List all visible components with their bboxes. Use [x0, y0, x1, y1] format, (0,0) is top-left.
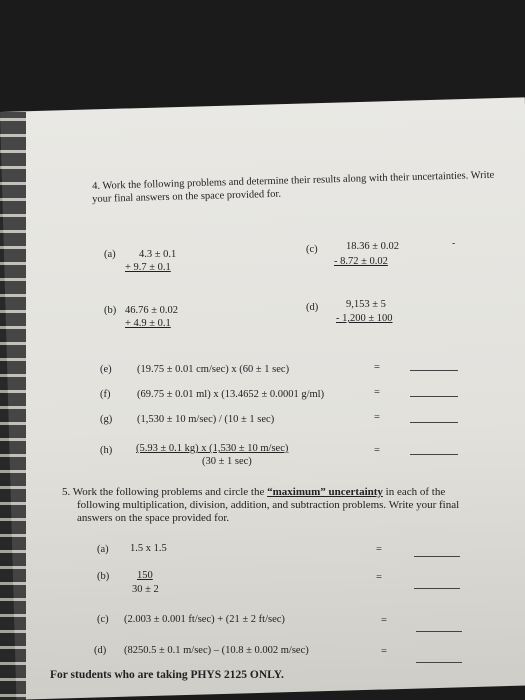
- problem5-intro-line3: answers on the space provided for.: [77, 512, 230, 524]
- problem4e-expression: (19.75 ± 0.01 cm/sec) x (60 ± 1 sec): [137, 364, 290, 375]
- problem4g-label: (g): [100, 414, 113, 425]
- problem5-intro-prefix: 5. Work the following problems and circle the: [62, 486, 268, 498]
- stray-mark: -: [452, 238, 456, 249]
- problem4a-bottom: + 9.7 ± 0.1: [125, 262, 171, 273]
- problem5b-numerator: 150: [137, 570, 153, 581]
- problem5b-equals: =: [376, 572, 382, 583]
- footer-note: For students who are taking PHYS 2125 ONLY.: [50, 669, 284, 681]
- problem4d-bottom: - 1,200 ± 100: [336, 313, 393, 324]
- problem5a-equals: =: [376, 544, 382, 555]
- problem5c-expression: (2.003 ± 0.001 ft/sec) + (21 ± 2 ft/sec): [124, 614, 285, 625]
- problem4a-label: (a): [104, 249, 116, 260]
- problem4f-equals: =: [374, 387, 380, 398]
- problem5-intro-emphasis: “maximum” uncertainty: [267, 486, 383, 498]
- problem4c-label: (c): [306, 244, 318, 255]
- problem5d-equals: =: [381, 646, 387, 657]
- problem5c-equals: =: [381, 615, 387, 626]
- problem5b-answer-blank[interactable]: [414, 588, 460, 589]
- problem5d-label: (d): [94, 645, 107, 656]
- problem5c-label: (c): [97, 614, 109, 625]
- problem5d-answer-blank[interactable]: [416, 662, 462, 663]
- problem5a-label: (a): [97, 544, 109, 555]
- problem4g-answer-blank[interactable]: [410, 422, 458, 423]
- problem5-intro-line2: following multiplication, division, addition, and subtraction problems. Write your final: [77, 499, 460, 511]
- problem5b-denominator: 30 ± 2: [132, 584, 159, 595]
- problem4e-equals: =: [374, 362, 380, 373]
- problem5b-label: (b): [97, 571, 110, 582]
- problem4e-answer-blank[interactable]: [410, 370, 458, 371]
- problem4a-top: 4.3 ± 0.1: [139, 249, 177, 260]
- problem4-instruction-line1: 4. Work the following problems and determine their results along with their uncertainties. Write: [92, 169, 495, 192]
- problem4c-bottom: - 8.72 ± 0.02: [334, 256, 388, 267]
- problem4b-bottom: + 4.9 ± 0.1: [125, 318, 171, 329]
- problem4f-label: (f): [100, 389, 111, 400]
- problem4f-answer-blank[interactable]: [410, 396, 458, 397]
- problem5a-answer-blank[interactable]: [414, 556, 460, 557]
- problem4h-answer-blank[interactable]: [410, 454, 458, 455]
- problem5c-answer-blank[interactable]: [416, 631, 462, 632]
- problem5-intro-suffix: in each of the: [382, 486, 446, 498]
- problem4h-denominator: (30 ± 1 sec): [202, 456, 252, 467]
- problem4h-numerator: (5.93 ± 0.1 kg) x (1,530 ± 10 m/sec): [136, 443, 289, 454]
- problem4h-equals: =: [374, 445, 380, 456]
- problem4d-top: 9,153 ± 5: [346, 299, 386, 310]
- problem5-intro-line1: [62, 486, 445, 498]
- problem4c-top: 18.36 ± 0.02: [346, 241, 400, 252]
- problem5d-expression: (8250.5 ± 0.1 m/sec) – (10.8 ± 0.002 m/sec): [124, 645, 309, 656]
- problem4d-label: (d): [306, 302, 319, 313]
- problem4f-expression: (69.75 ± 0.01 ml) x (13.4652 ± 0.0001 g/ml): [137, 389, 325, 400]
- problem4e-label: (e): [100, 364, 112, 375]
- problem5a-expression: 1.5 x 1.5: [130, 543, 167, 554]
- problem4b-top: 46.76 ± 0.02: [125, 305, 179, 316]
- problem4b-label: (b): [104, 305, 117, 316]
- problem4g-equals: =: [374, 412, 380, 423]
- problem4-instruction-line2: your final answers on the space provided for.: [92, 188, 282, 205]
- problem4g-expression: (1,530 ± 10 m/sec) / (10 ± 1 sec): [137, 414, 275, 425]
- problem4h-label: (h): [100, 445, 113, 456]
